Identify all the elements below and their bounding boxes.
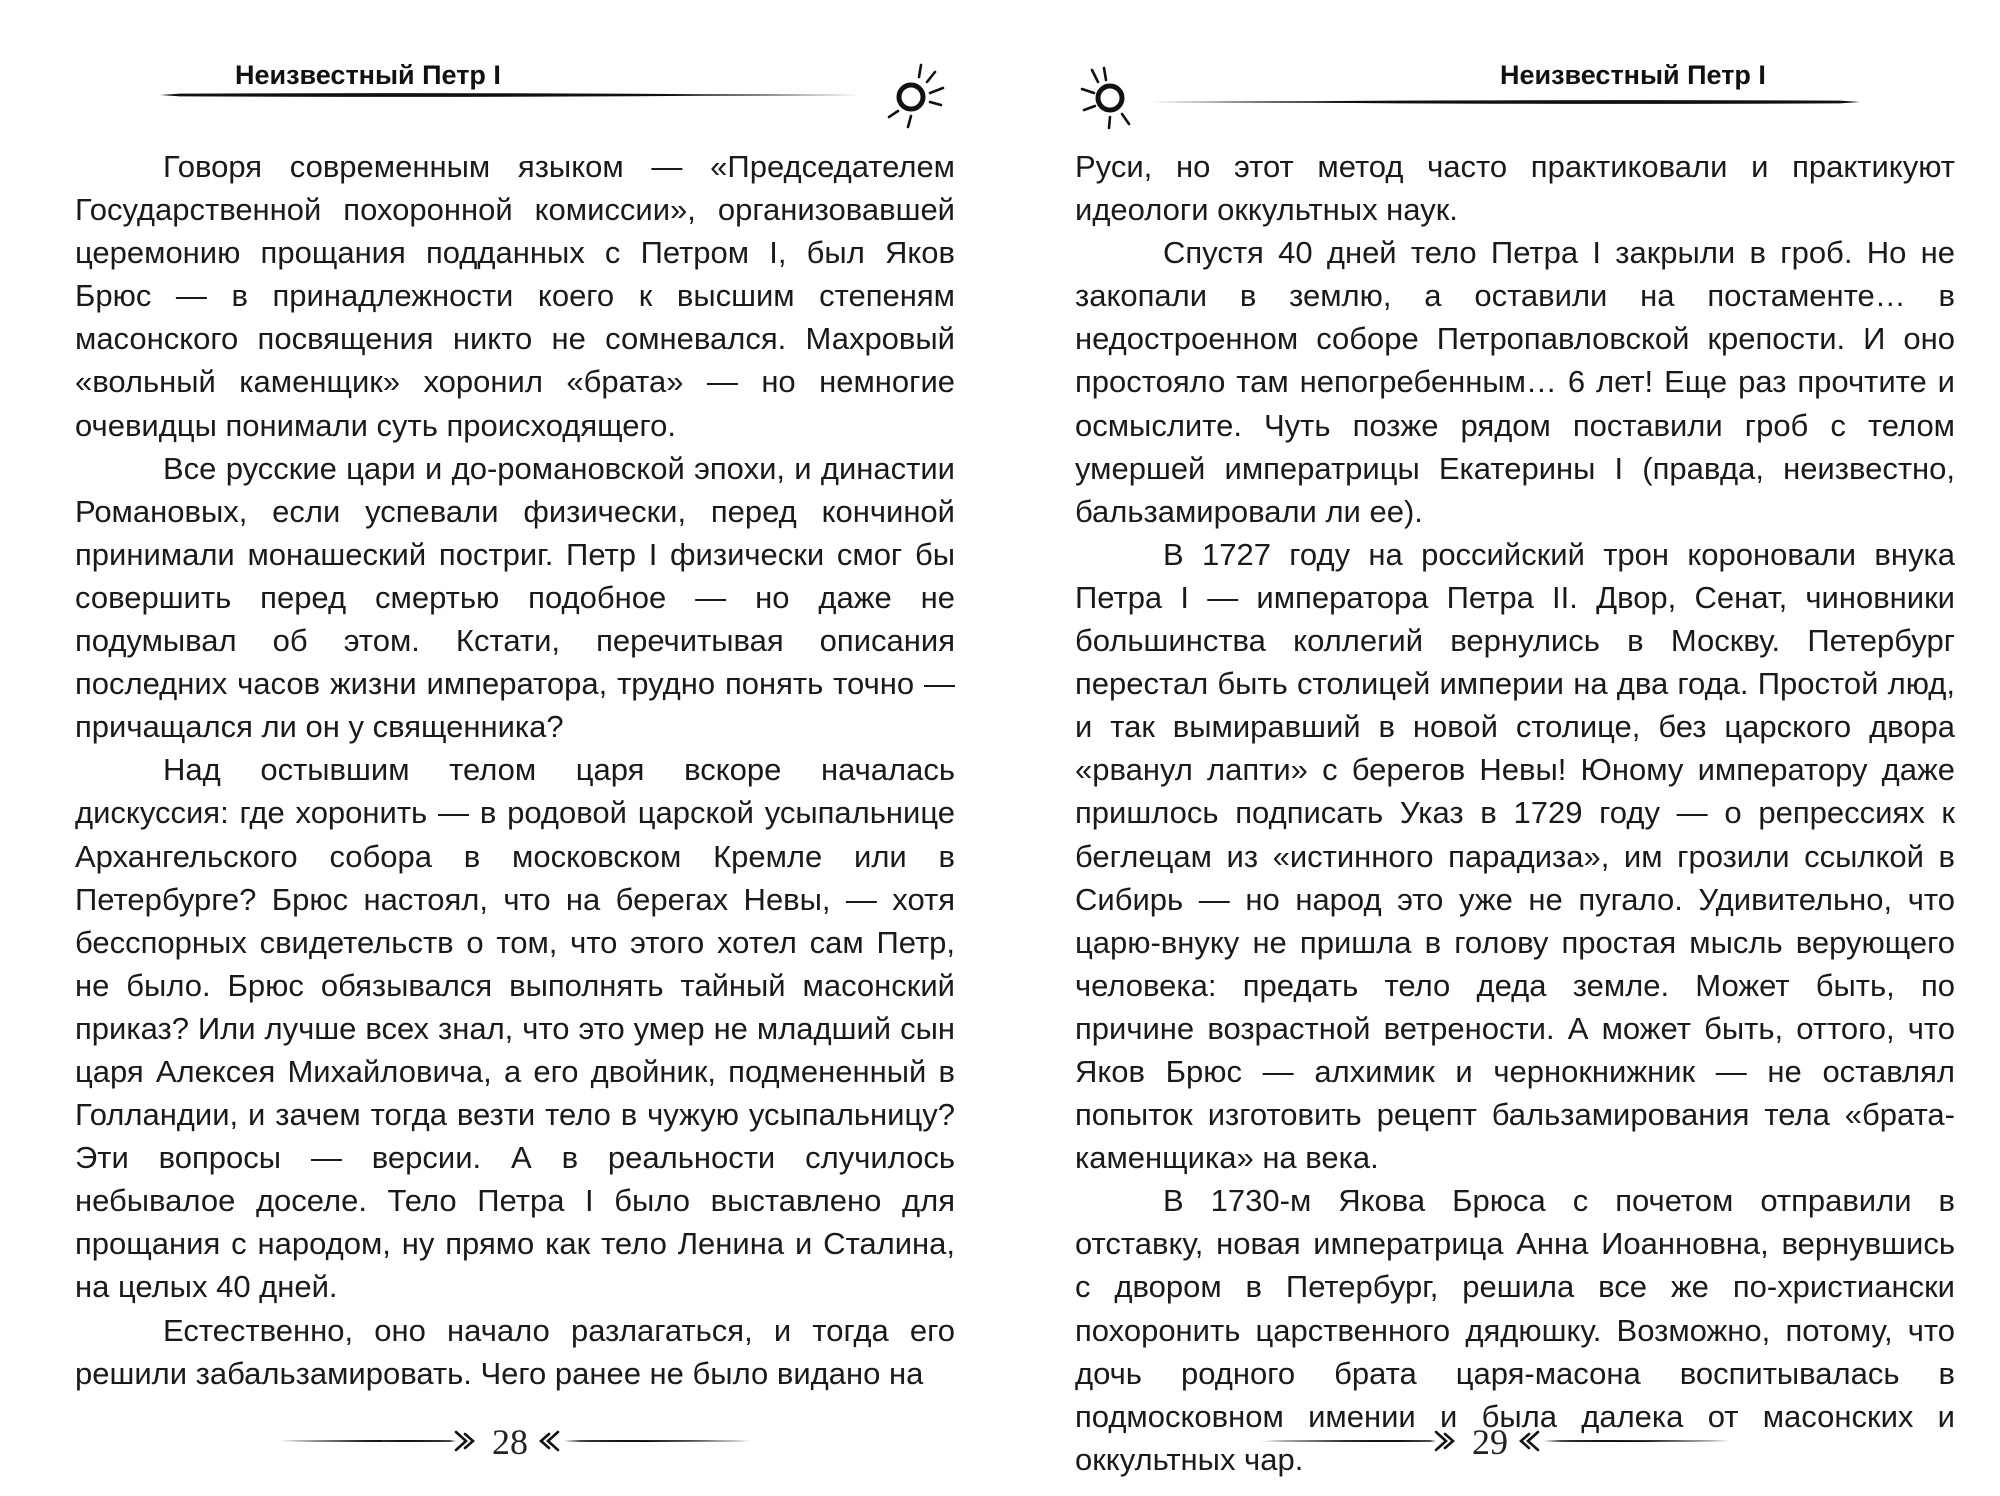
paragraph: Руси, но этот метод часто практиковали и практикуют идеологи оккультных наук. xyxy=(1075,149,1955,228)
paragraph: Говоря современным языком — «Председателем Государственной похоронной комиссии», организовавшей церемонию прощания подданных с Петром I, был Яков Брюс — в принадлежности коего к высшим степеням масонского посвящения никто не сомневался. Махровый «вольный каменщик» хоронил «брата» — но немногие очевидцы понимали суть происходящего. xyxy=(75,149,955,443)
body-text xyxy=(1075,145,1955,1481)
sun-ornament-icon xyxy=(1070,58,1150,138)
header-rule xyxy=(1150,92,1860,112)
body-text xyxy=(75,145,955,1395)
sun-ornament-icon xyxy=(875,55,955,135)
header-rule xyxy=(160,85,880,105)
paragraph: В 1727 году на российский трон короновали внука Петра I — императора Петра II. Двор, Сенат, чиновники большинства коллегий вернулись в Москву. Петербург перестал быть столицей империи на два года. Простой люд, и так вымиравший в новой столице, без царского двора «рванул лапти» с берегов Невы! Юному императору даже пришлось подписать Указ в 1729 году — о репрессиях к беглецам из «истинного парадиза», им грозили ссылкой в Сибирь — но народ это уже не пугало. Удивительно, что царю-внуку не пришла в голову простая мысль верующего человека: предать тело деда земле. Может быть, по причине возрастной ветрености. А может быть, оттого, что Яков Брюс — алхимик и чернокнижник — не оставлял попыток изготовить рецепт бальзамирования тела «брата-каменщика» на века. xyxy=(1075,536,1955,1176)
page-number: 29 xyxy=(1472,1422,1508,1462)
right-page xyxy=(1000,0,2000,1496)
page-number: 28 xyxy=(492,1422,528,1462)
running-head: Неизвестный Петр I xyxy=(1500,60,1766,90)
paragraph: Все русские цари и до-романовской эпохи, и династии Романовых, если успевали физически, перед кончиной принимали монашеский постриг. Петр I физически смог бы совершить перед смертью подобное — но даже не подумывал об этом. Кстати, перечитывая описания последних часов жизни императора, трудно понять точно — причащался ли он у священника? xyxy=(75,450,955,745)
paragraph: Над остывшим телом царя вскоре началась дискуссия: где хоронить — в родовой царской усыпальнице Архангельского собора в московском Кремле или в Петербурге? Брюс настоял, что на берегах Невы, — хотя бесспорных свидетельств о том, что этого хотел сам Петр, не было. Брюс обязывался выполнять тайный масонский приказ? Или лучше всех знал, что это умер не младший сын царя Алексея Михайловича, а его двойник, подмененный в Голландии, и зачем тогда везти тело в чужую усыпальницу? Эти вопросы — версии. А в реальности случилось небывалое доселе. Тело Петра I было выставлено для прощания с народом, ну прямо как тело Ленина и Сталина, на целых 40 дней. xyxy=(75,752,955,1305)
paragraph: Естественно, оно начало разлагаться, и тогда его решили забальзамировать. Чего ранее не было видано на xyxy=(75,1312,955,1391)
paragraph: Спустя 40 дней тело Петра I закрыли в гроб. Но не закопали в землю, а оставили на постаменте… в недостроенном соборе Петропавловской крепости. И оно простояло там непогребенным… 6 лет! Еще раз прочтите и осмыслите. Чуть позже рядом поставили гроб с телом умершей императрицы Екатерины I (правда, неизвестно, бальзамировали ли ее). xyxy=(1075,235,1955,529)
paragraph: В 1730-м Якова Брюса с почетом отправили в отставку, новая императрица Анна Иоанновна, вернувшись с двором в Петербург, решила все же по-христиански похоронить царственного дядюшку. Возможно, потому, что дочь родного брата царя-масона воспитывалась в подмосковном имении и была далека от масонских и оккультных чар. xyxy=(1075,1183,1955,1477)
running-head: Неизвестный Петр I xyxy=(235,60,501,90)
